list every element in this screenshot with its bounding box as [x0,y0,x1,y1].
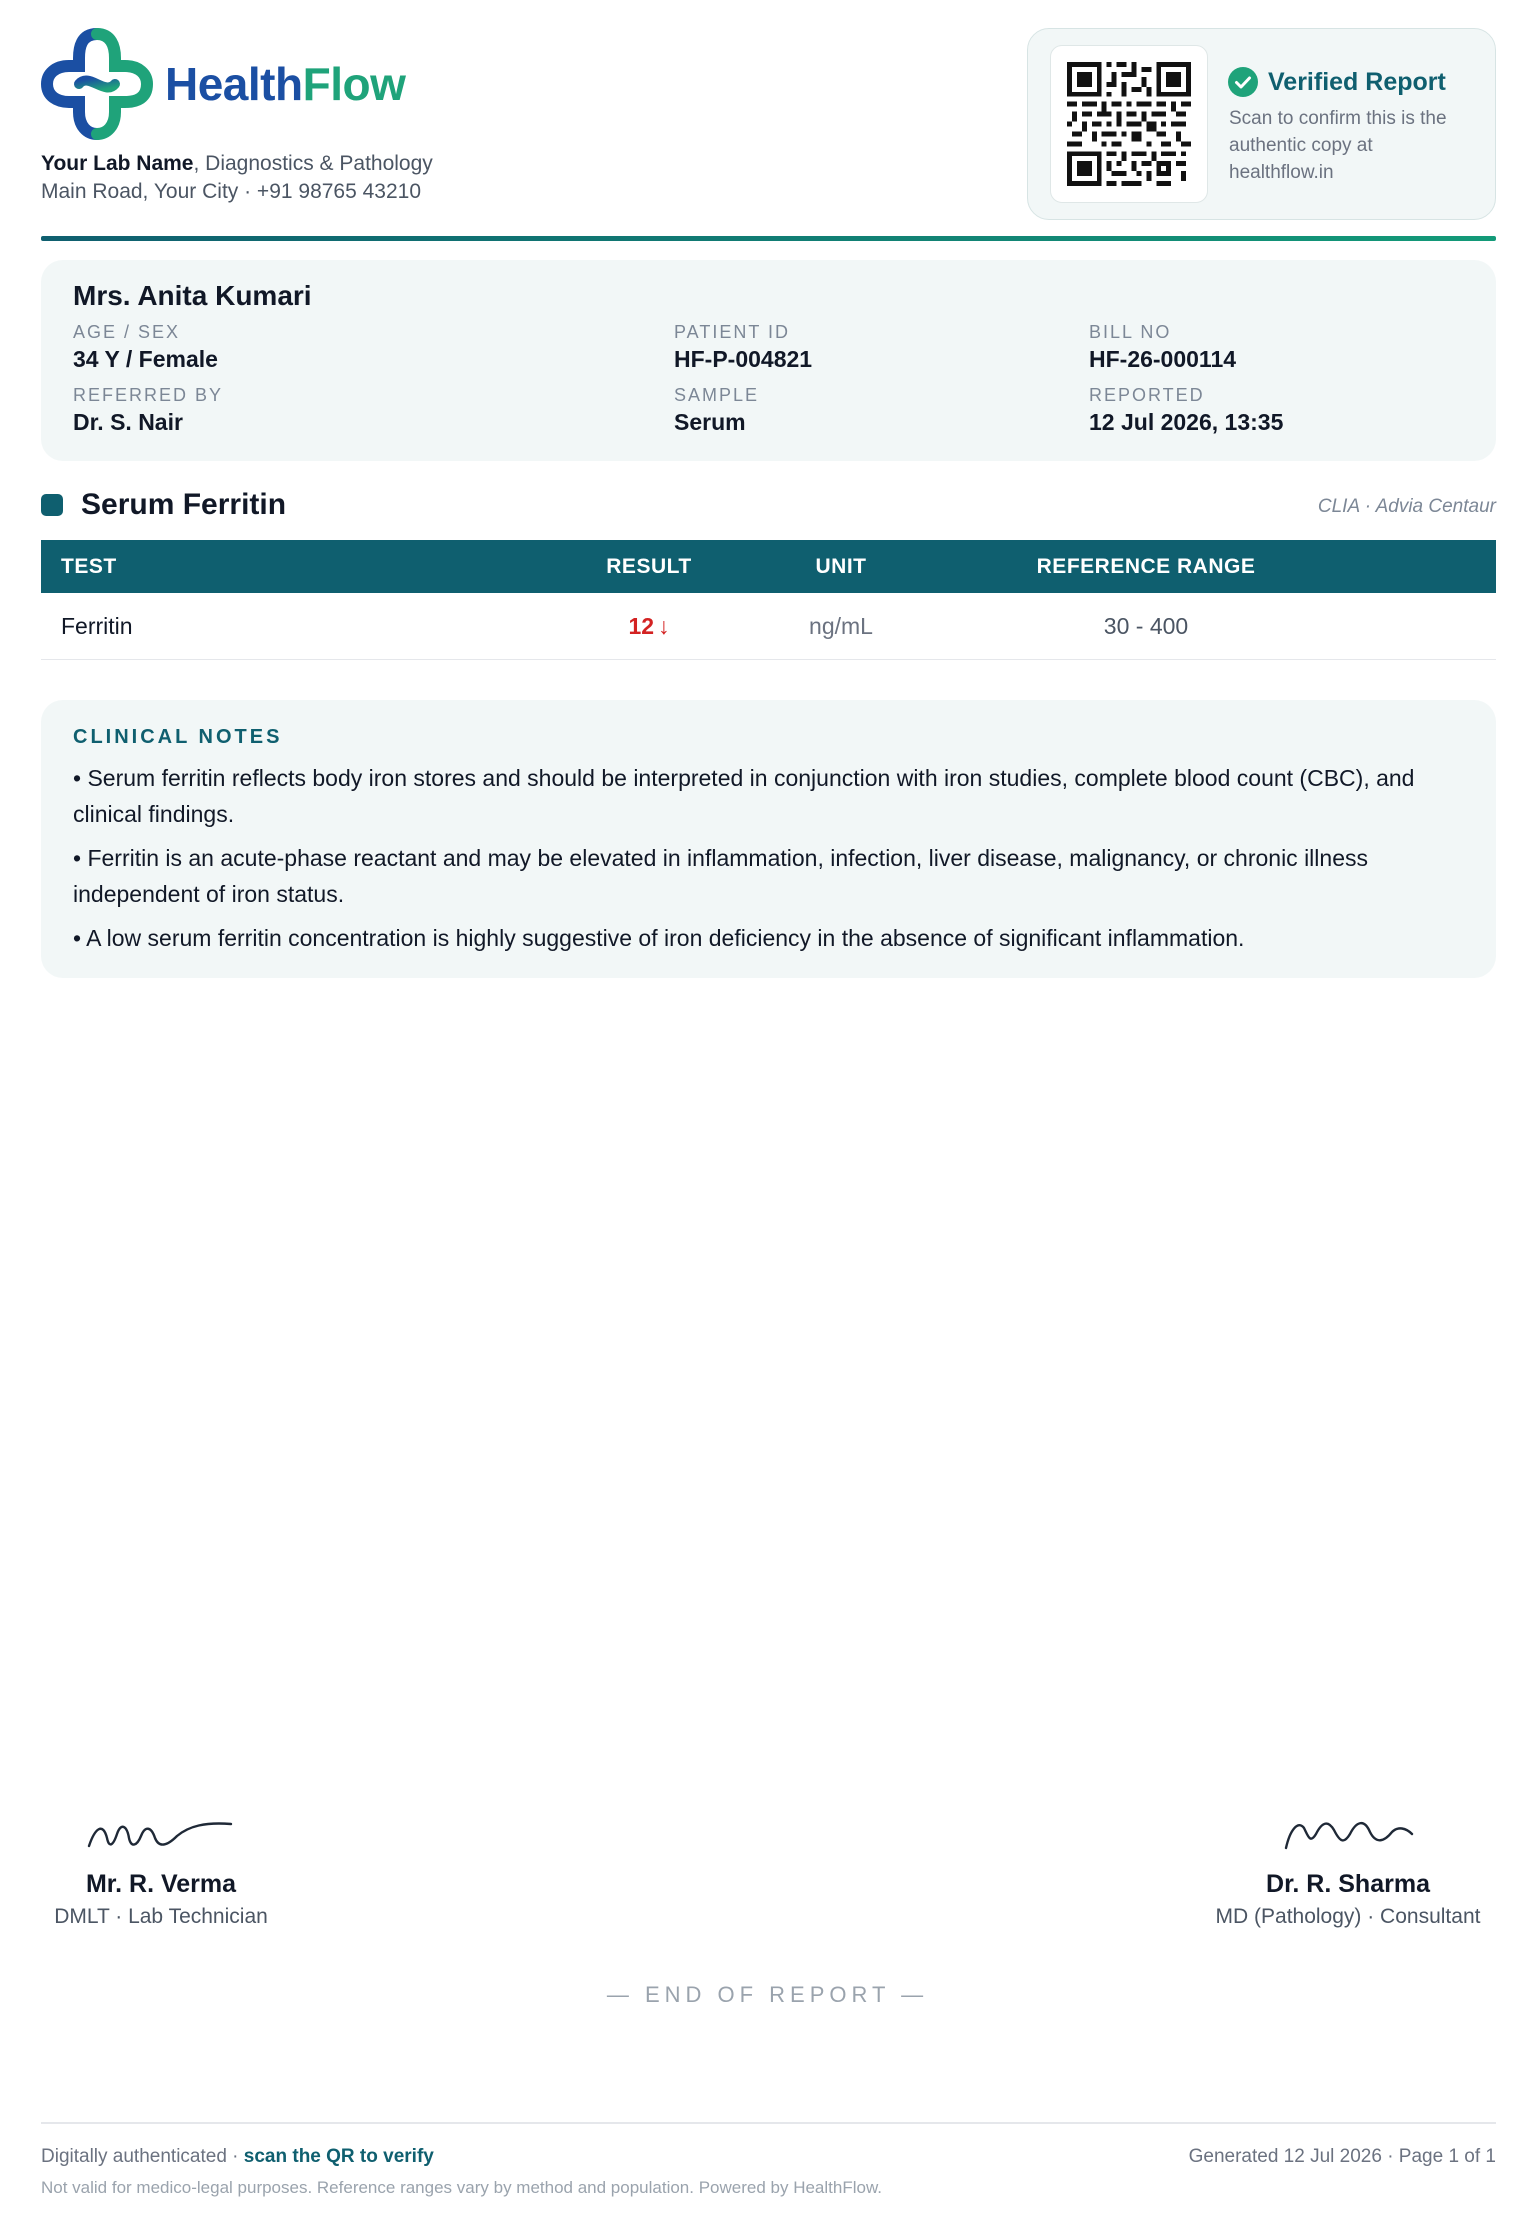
patient-id-label: PATIENT ID [674,322,791,342]
footer-disclaimer: Not valid for medico-legal purposes. Reference ranges vary by method and population. Powered by HealthFlow. [41,2178,883,2197]
footer-generated: Generated 12 Jul 2026 · Page 1 of 1 [1188,2146,1496,2167]
signature-name: Mr. R. Verma [85,1870,237,1898]
end-of-report: — END OF REPORT — [606,1982,929,2007]
low-flag-arrow-icon: ↓ [658,613,670,639]
verify-box [1027,28,1496,220]
header-test: TEST [61,555,117,578]
lab-name: Your Lab Name [41,152,194,175]
signature-role: DMLT · Lab Technician [54,1905,268,1928]
result-value: 12 [628,613,655,639]
signature-role: MD (Pathology) · Consultant [1215,1905,1481,1928]
footer-divider [41,2122,1496,2124]
brand-name [165,58,406,110]
sample-value: Serum [674,409,746,435]
clinical-notes [41,700,1496,978]
referred-by-label: REFERRED BY [73,385,224,405]
results-table [41,540,1496,660]
table-row [41,593,1496,660]
reported-value: 12 Jul 2026, 13:35 [1089,409,1284,435]
brand-name-part1: Health [165,58,303,110]
list-item: • Ferritin is an acute-phase reactant and may be elevated in inflammation, infection, liver disease, malignancy, or chronic illness independent of iron status. [73,845,1368,907]
signature-technician [44,1808,278,1929]
clinical-notes-title: CLINICAL NOTES [73,726,283,748]
lab-name-line [41,152,433,176]
qr-code-icon[interactable] [1067,62,1191,186]
age-sex-value: 34 Y / Female [73,346,218,372]
cell-unit: ng/mL [809,613,873,639]
signature-consultant [1201,1808,1495,1929]
header-result: RESULT [606,555,692,578]
test-section-header [41,488,1496,524]
lab-tagline: , Diagnostics & Pathology [193,152,433,175]
referred-by-value: Dr. S. Nair [73,409,183,435]
sample-label: SAMPLE [674,385,760,405]
reported-label: REPORTED [1089,385,1205,405]
verified-title [1228,67,1446,97]
footer-auth-prefix: Digitally authenticated · [41,2146,244,2167]
signature-icon [81,1808,241,1856]
age-sex-label: AGE / SEX [73,322,181,342]
section-method: CLIA · Advia Centaur [1317,496,1496,517]
lab-address: Main Road, Your City · +91 98765 43210 [41,180,422,203]
signature-icon [1278,1808,1418,1856]
report-header [41,28,1496,238]
bill-no-label: BILL NO [1089,322,1172,342]
footer-auth [41,2146,434,2168]
brand-name-part2: Flow [302,58,406,110]
patient-id-value: HF-P-004821 [674,346,813,372]
footer-verify-link[interactable]: scan the QR to verify [243,2146,434,2167]
signature-name: Dr. R. Sharma [1266,1870,1430,1898]
qr-code-frame[interactable] [1050,45,1208,203]
brand [41,28,405,140]
cell-test: Ferritin [61,613,133,639]
patient-name: Mrs. Anita Kumari [73,280,312,311]
cell-reference-range: 30 - 400 [1103,613,1189,639]
patient-card [41,260,1496,461]
header-unit: UNIT [815,555,867,578]
header-divider [41,236,1496,241]
list-item: • A low serum ferritin concentration is highly suggestive of iron deficiency in the absence of significant inflammation. [73,925,1245,951]
section-marker-icon [41,494,63,516]
section-title: Serum Ferritin [81,488,287,521]
verify-description: Scan to confirm this is the authentic copy at healthflow.in [1229,108,1447,183]
verified-title-text: Verified Report [1268,67,1446,96]
header-reference-range: REFERENCE RANGE [1036,555,1256,578]
cell-result [579,613,719,640]
bill-no-value: HF-26-000114 [1089,346,1237,372]
list-item: • Serum ferritin reflects body iron stores and should be interpreted in conjunction with iron studies, complete blood count (CBC), and clinical findings. [73,765,1415,827]
check-circle-icon [1228,67,1258,97]
clinical-notes-list [73,760,1473,964]
healthflow-logo-icon [41,28,153,140]
table-header [41,540,1496,593]
